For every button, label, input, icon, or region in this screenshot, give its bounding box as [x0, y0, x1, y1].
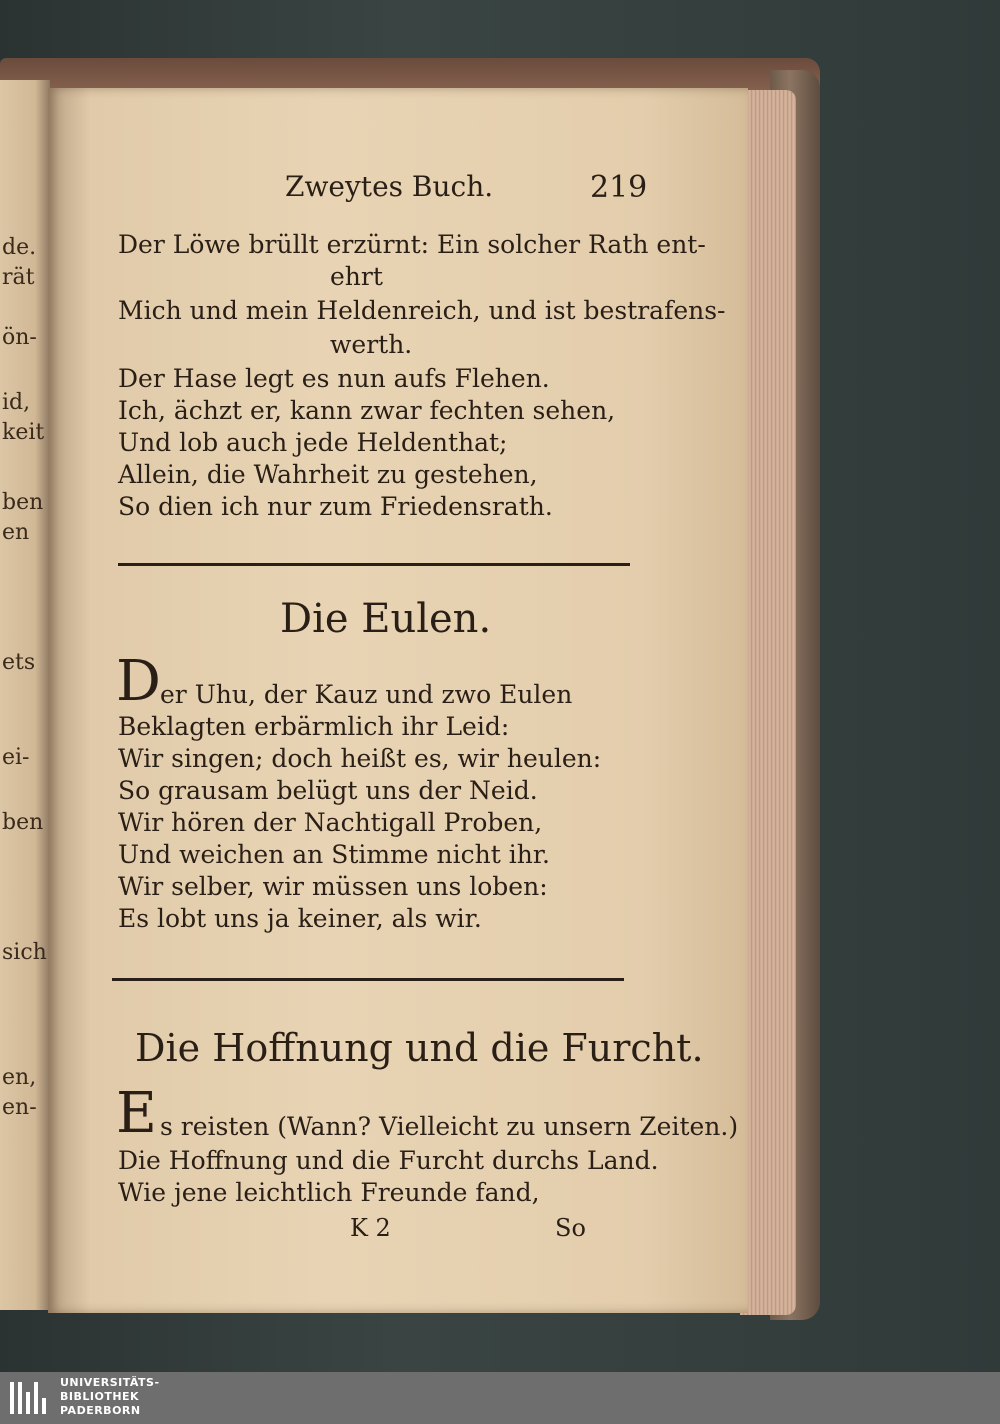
left-fragment: ets [2, 650, 36, 675]
left-page-edge [0, 80, 50, 1310]
poem-title: Die Hoffnung und die Furcht. [135, 1026, 704, 1070]
verse-line: Ich, ächzt er, kann zwar fechten sehen, [118, 396, 616, 425]
verse-line: Und lob auch jede Heldenthat; [118, 428, 508, 457]
drop-cap: D [116, 649, 161, 714]
section-rule [118, 563, 630, 566]
left-fragment: en- [2, 1095, 37, 1120]
drop-cap: E [116, 1081, 157, 1146]
left-fragment: en [2, 520, 30, 545]
left-fragment: ben [2, 810, 44, 835]
left-fragment: sich [2, 940, 47, 965]
left-fragment: id, [2, 390, 31, 415]
verse-line: Wie jene leichtlich Freunde fand, [118, 1178, 540, 1207]
verse-line: Der Hase legt es nun aufs Flehen. [118, 364, 550, 393]
poem-title: Die Eulen. [280, 596, 492, 642]
verse-line: werth. [330, 330, 413, 359]
left-fragment: en, [2, 1065, 37, 1090]
library-logo-line: BIBLIOTHEK [60, 1390, 140, 1403]
verse-line: Allein, die Wahrheit zu gestehen, [118, 460, 538, 489]
left-fragment: ön- [2, 325, 37, 350]
running-head: Zweytes Buch. [285, 170, 494, 203]
page-number: 219 [590, 170, 648, 205]
verse-line: So dien ich nur zum Friedensrath. [118, 492, 553, 521]
verse-line: Wir selber, wir müssen uns loben: [118, 872, 548, 901]
verse-line: So grausam belügt uns der Neid. [118, 776, 538, 805]
signature-mark: K 2 [350, 1214, 391, 1242]
verse-line: Und weichen an Stimme nicht ihr. [118, 840, 550, 869]
verse-line: Die Hoffnung und die Furcht durchs Land. [118, 1146, 659, 1175]
library-footer-bar [0, 1372, 1000, 1424]
left-fragment: ben [2, 490, 44, 515]
verse-line: er Uhu, der Kauz und zwo Eulen [160, 680, 573, 709]
library-logo-line: PADERBORN [60, 1404, 141, 1417]
page-edges [740, 90, 796, 1315]
library-logo-icon [8, 1378, 48, 1418]
verse-line: Wir hören der Nachtigall Proben, [118, 808, 543, 837]
left-fragment: de. [2, 235, 37, 260]
verse-line: Beklagten erbärmlich ihr Leid: [118, 712, 510, 741]
catchword: So [555, 1214, 586, 1242]
verse-line: Wir singen; doch heißt es, wir heulen: [118, 744, 602, 773]
library-logo-line: UNIVERSITÄTS- [60, 1376, 160, 1389]
library-logo-text [60, 1376, 160, 1418]
verse-line: s reisten (Wann? Vielleicht zu unsern Zeiten.) [160, 1112, 739, 1141]
verse-line: Es lobt uns ja keiner, als wir. [118, 904, 482, 933]
left-fragment: rät [2, 265, 35, 290]
verse-line: Mich und mein Heldenreich, und ist bestrafens- [118, 296, 726, 325]
verse-line: ehrt [330, 262, 383, 291]
section-rule [112, 978, 624, 981]
left-fragment: keit [2, 420, 45, 445]
left-fragment: ei- [2, 745, 30, 770]
verse-line: Der Löwe brüllt erzürnt: Ein solcher Rath ent- [118, 230, 706, 259]
